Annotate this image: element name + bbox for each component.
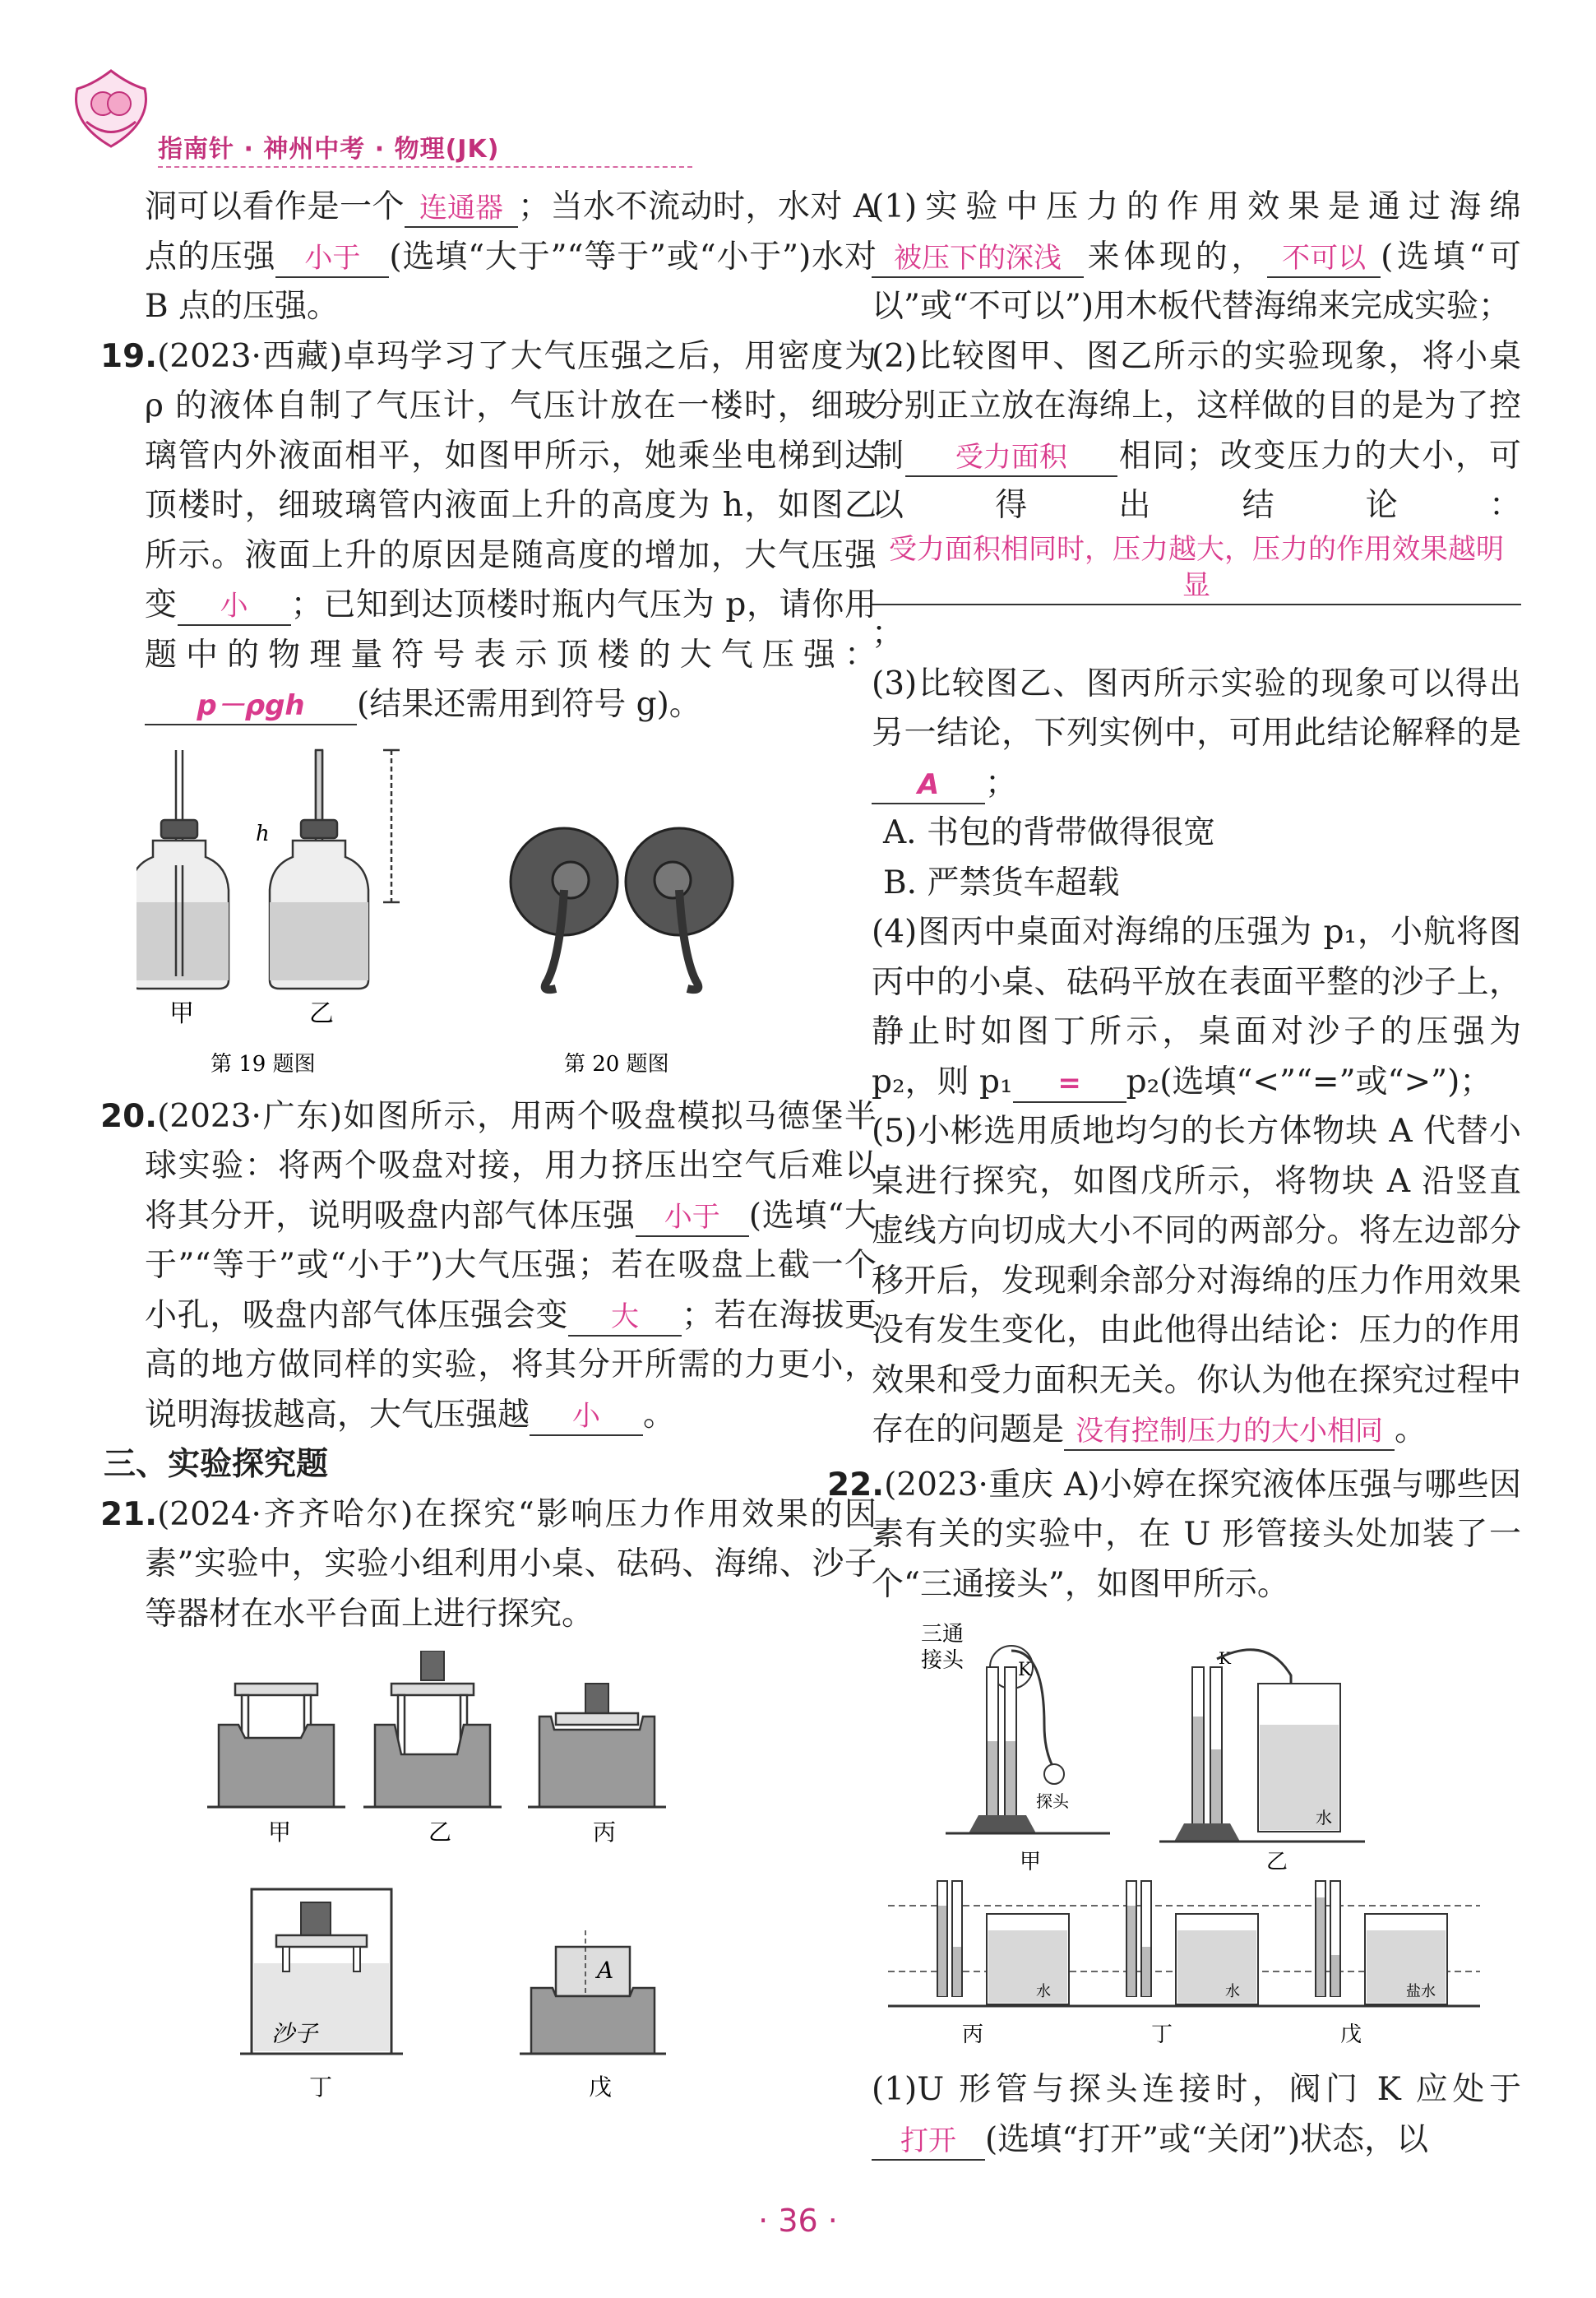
answer-blank: 连通器 <box>405 190 518 228</box>
answer-blank: 小于 <box>275 240 389 278</box>
option-a: A. 书包的背带做得很宽 <box>883 814 1215 851</box>
section-heading: 三、实验探究题 <box>104 1446 329 1483</box>
caption-19: 第 19 题图 <box>210 1051 316 1077</box>
page-header <box>66 64 1546 171</box>
question-number: 20. <box>100 1097 158 1135</box>
sponge-table-inverted-icon <box>528 1684 666 1807</box>
barometer-jar-icon <box>136 750 229 989</box>
q21-part3: (3)比较图乙、图丙所示实验的现象可以得出另一结论，下列实例中，可用此结论解释的是A ； <box>872 660 1521 809</box>
block-on-sponge-icon <box>520 1930 666 2054</box>
suction-cup-icon <box>511 828 618 989</box>
q18-continuation: 洞可以看作是一个 连通器 ；当水不流动时，水对 A 点的压强 小于 (选填“大于”“等于”或“小于”)水对 B 点的压强。 <box>145 188 877 325</box>
question-22: 22.(2023·重庆 A)小婷在探究液体压强与哪些因素有关的实验中，在 U 形管接头处加装了一个“三通接头”，如图甲所示。 <box>827 1466 1521 1603</box>
q22-part1: (1)U 形管与探头连接时，阀门 K 应处于打开 (选填“打开”或“关闭”)状态，以 <box>872 2065 1521 2165</box>
answer-blank: 没有控制压力的大小相同 <box>1064 1413 1395 1451</box>
sponge-table-icon <box>207 1684 345 1807</box>
svg-text:乙: 乙 <box>1266 1850 1288 1874</box>
svg-text:探头: 探头 <box>1036 1791 1069 1811</box>
svg-text:甲: 甲 <box>268 1818 292 1846</box>
svg-text:丁: 丁 <box>1151 2022 1173 2047</box>
option-b: B. 严禁货车超载 <box>883 864 1120 901</box>
q21-part2: (2)比较图甲、图乙所示的实验现象，将小桌分别正立放在海绵上，这样做的目的是为了控制 受力面积 相同；改变压力的大小，可以得出结论：受力面积相同时，压力越大，压力的作用效果越明显； <box>872 337 1521 652</box>
answer-blank: p－ρgh <box>145 688 357 725</box>
answer-blank: 受力面积 <box>905 439 1117 477</box>
question-number: 21. <box>100 1495 158 1533</box>
question-19: 19.(2023·西藏)卓玛学习了大气压强之后，用密度为 ρ 的液体自制了气压计，气压计放在一楼时，细玻璃管内外液面相平，如图甲所示，她乘坐电梯到达顶楼时，细玻璃管内液面上升的高度为 h，如图乙所示。液面上升的原因是随高度的增加，大气压强变 小 ；已知到达顶楼时瓶内气压为 p，请你用题中的物理量符号表示顶楼的大气压强：p－ρgh (结果还需用到符号 g)。 <box>145 332 877 730</box>
question-20: 20.(2023·广东)如图所示，用两个吸盘模拟马德堡半球实验：将两个吸盘对接，用力挤压出空气后难以将其分开，说明吸盘内部气体压强 小于 (选填“大于”“等于”或“小于”)大气压强；若在吸盘上截一个小孔，吸盘内部气体压强会变 大 ；若在海拔更高的地方做同样的实验，将其分开所需的力更小，说明海拔越高，大气压强越 小 。 <box>145 1092 877 1441</box>
h-label: h <box>256 821 270 846</box>
label-jia: 甲 <box>169 998 194 1028</box>
answer-blank: 打开 <box>872 2123 985 2161</box>
question-number: 22. <box>827 1466 885 1503</box>
svg-text:水: 水 <box>1036 1983 1051 2000</box>
q21-part4: (4)图丙中桌面对海绵的压强为 p₁，小航将图丙中的小桌、砝码平放在表面平整的沙子上，静止时如图丁所示，桌面对沙子的压强为 p₂，则 p₁ = p₂(选填“<”“=”或“>”)； <box>872 908 1521 1107</box>
svg-text:接头: 接头 <box>921 1648 965 1673</box>
svg-text:水: 水 <box>1316 1808 1332 1828</box>
header-divider <box>158 166 692 168</box>
answer-blank: = <box>1013 1065 1126 1103</box>
question-21: 21.(2024·齐齐哈尔)在探究“影响压力作用效果的因素”实验中，实验小组利用小桌、砝码、海绵、沙子等器材在水平台面上进行探究。 <box>100 1495 877 1633</box>
sand-box-icon <box>240 1889 403 2054</box>
svg-text:沙子: 沙子 <box>271 2020 318 2047</box>
answer-blank: 受力面积相同时，压力越大，压力的作用效果越明显 <box>872 531 1521 605</box>
label-yi: 乙 <box>309 998 334 1028</box>
q21-part5: (5)小彬选用质地均匀的长方体物块 A 代替小桌进行探究，如图戊所示，将物块 A 沿竖直虚线方向切成大小不同的两部分。将左边部分移开后，发现剩余部分对海绵的压力作用效果没有发生变化，由此他得出结论：压力的作用效果和受力面积无关。你认为他在探究过程中存在的问题是 没有控制压力的大小相同 。 <box>872 1107 1521 1456</box>
svg-text:戊: 戊 <box>589 2073 613 2101</box>
left-column <box>100 183 877 2120</box>
figure-21 <box>145 1651 803 2120</box>
svg-text:A: A <box>597 1957 614 1984</box>
u-tube-manometer-icon <box>921 1622 1110 1874</box>
caption-20: 第 20 题图 <box>564 1051 669 1077</box>
svg-text:丁: 丁 <box>309 2073 333 2101</box>
svg-text:乙: 乙 <box>428 1818 452 1846</box>
answer-blank: 小于 <box>636 1199 749 1237</box>
q21-part1: (1)实验中压力的作用效果是通过海绵被压下的深浅 来体现的， 不可以 (选填“可以”或“不可以”)用木板代替海绵来完成实验； <box>872 188 1521 325</box>
svg-text:丙: 丙 <box>962 2022 984 2047</box>
svg-text:丙: 丙 <box>593 1818 617 1846</box>
suction-cup-icon <box>626 828 733 989</box>
header-title: 指南针 · 神州中考 · 物理(JK) <box>158 135 500 164</box>
answer-blank: 被压下的深浅 <box>872 240 1084 278</box>
svg-text:K: K <box>1018 1660 1032 1680</box>
svg-text:盐水: 盐水 <box>1406 1983 1436 2000</box>
svg-text:K: K <box>1219 1648 1231 1668</box>
figure-19-20 <box>136 742 794 1087</box>
publisher-logo-icon <box>66 64 156 155</box>
svg-text:甲: 甲 <box>1020 1850 1042 1874</box>
answer-blank: 小 <box>178 588 291 626</box>
figure-22 <box>888 1618 1513 2062</box>
answer-blank: 小 <box>530 1398 643 1436</box>
answer-blank: A <box>872 767 985 804</box>
sponge-table-weight-icon <box>363 1651 502 1807</box>
page-number: · 36 · <box>758 2203 838 2239</box>
right-column <box>827 183 1521 2165</box>
svg-text:戊: 戊 <box>1340 2022 1362 2047</box>
barometer-jar-icon <box>270 750 400 989</box>
answer-blank: 大 <box>568 1299 682 1337</box>
u-tube-in-water-icon <box>1159 1648 1365 1874</box>
question-number: 19. <box>100 337 158 375</box>
u-tube-comparison-icon <box>888 1881 1480 2047</box>
answer-blank: 不可以 <box>1267 240 1381 278</box>
svg-text:三通: 三通 <box>921 1622 965 1647</box>
svg-text:水: 水 <box>1225 1983 1240 2000</box>
